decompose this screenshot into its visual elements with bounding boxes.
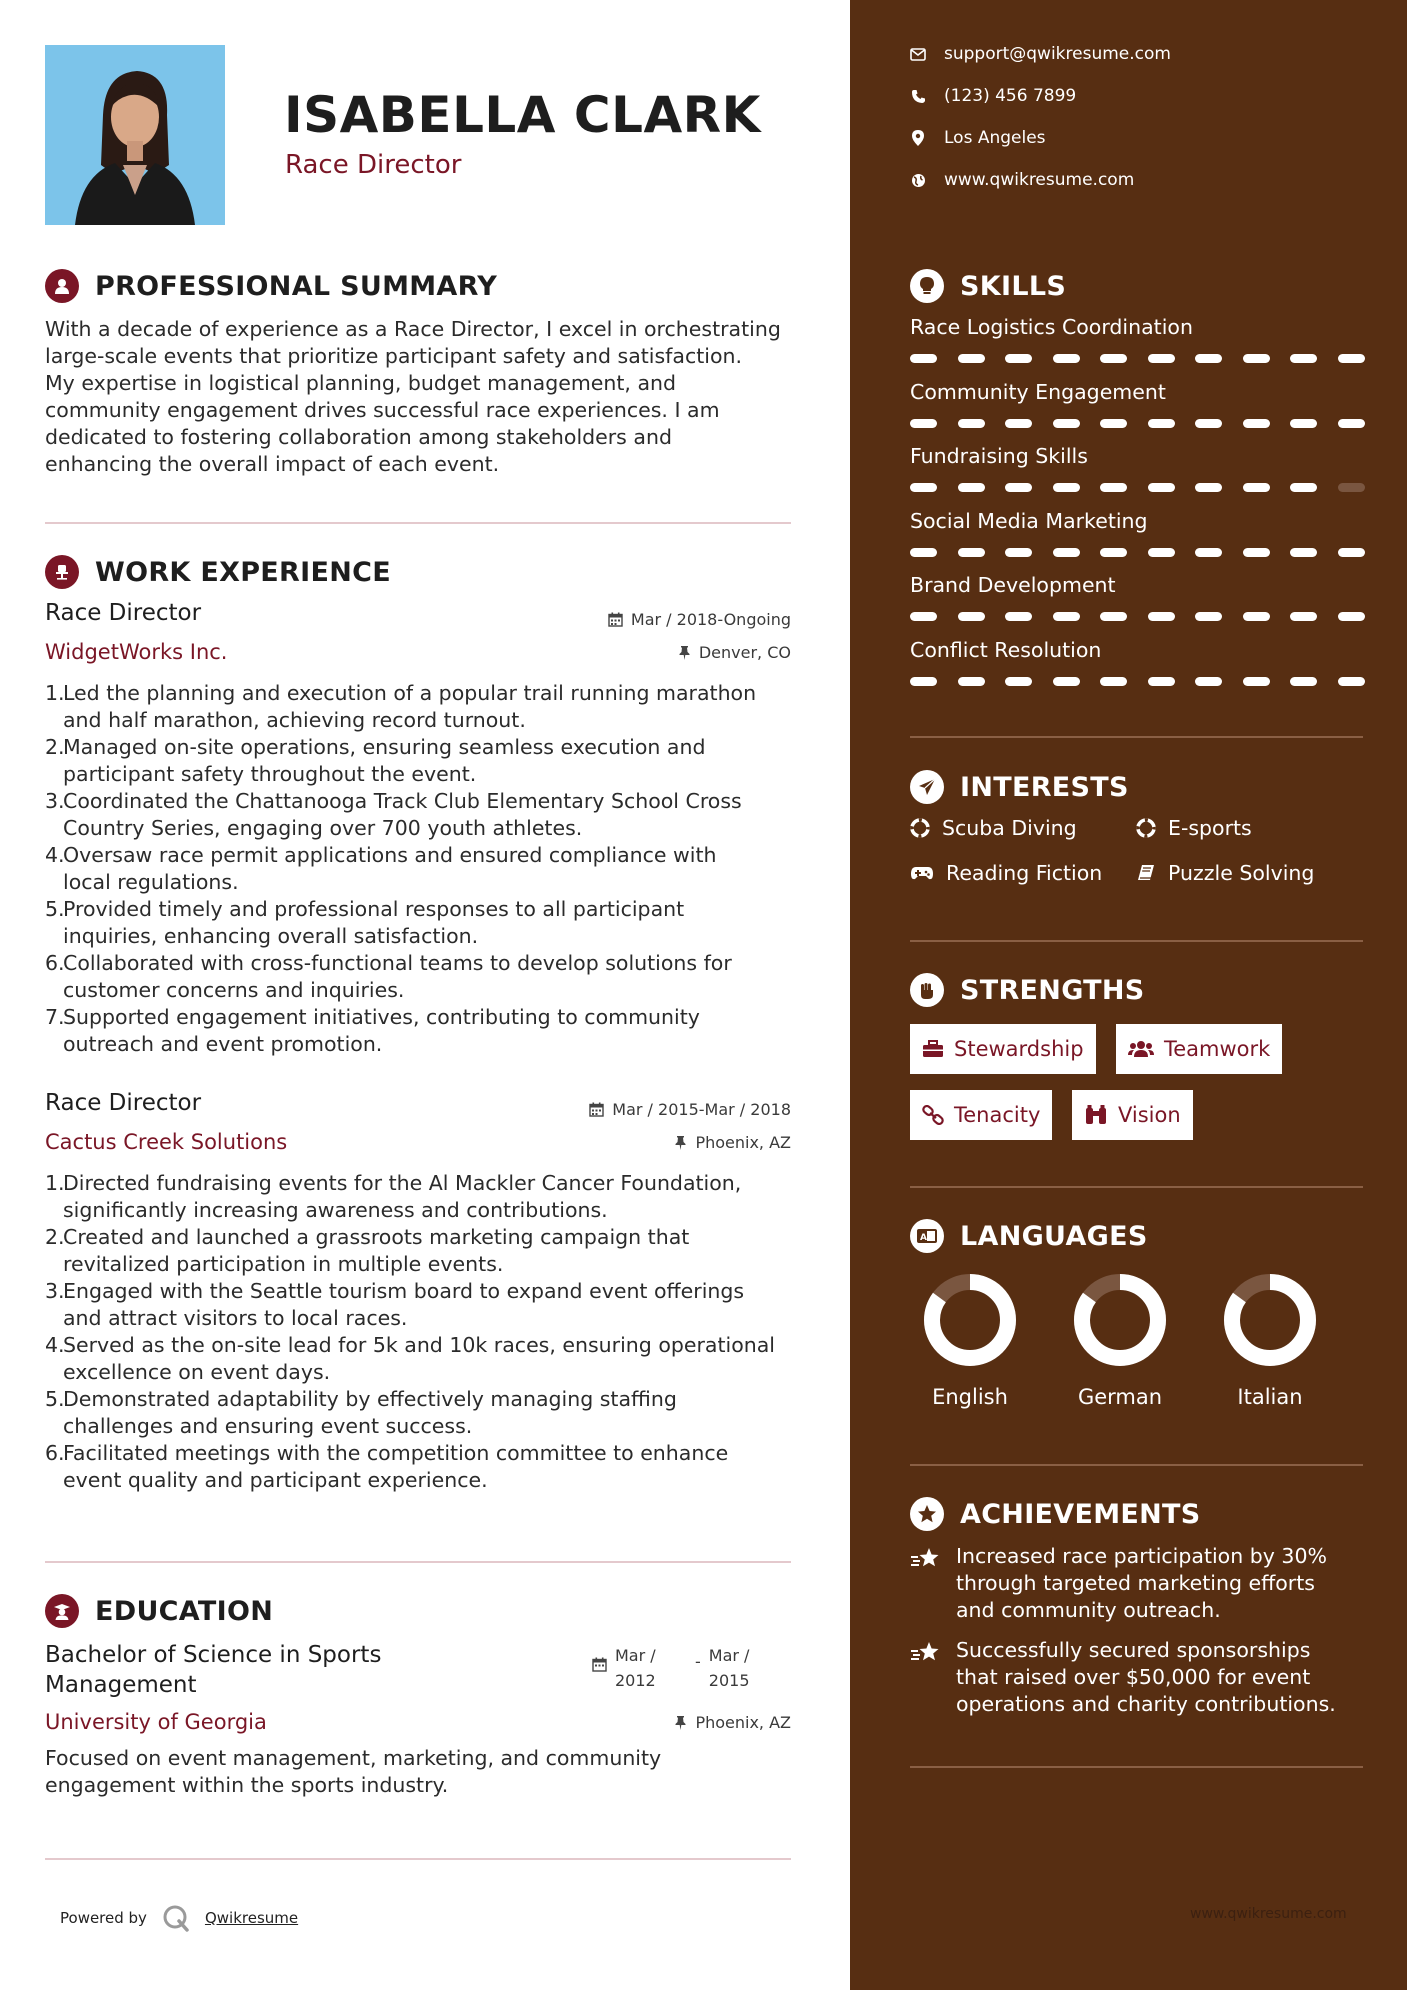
skill-segment bbox=[1100, 483, 1127, 492]
divider bbox=[910, 736, 1363, 738]
svg-text:A: A bbox=[920, 1233, 927, 1243]
skill-segment bbox=[1290, 483, 1317, 492]
interest-label: Reading Fiction bbox=[946, 861, 1103, 885]
job-responsibilities bbox=[45, 680, 795, 1058]
skill-segment bbox=[1005, 677, 1032, 686]
strength-badge bbox=[1072, 1090, 1193, 1140]
skill-segment bbox=[958, 548, 985, 557]
skill-segment bbox=[1100, 419, 1127, 428]
skill-segment bbox=[1005, 419, 1032, 428]
skill-segment bbox=[910, 612, 937, 621]
skill-segment bbox=[1053, 483, 1080, 492]
phone-text: (123) 456 7899 bbox=[944, 86, 1077, 106]
list-item: 3. Engaged with the Seattle tourism board to expand event offerings and attract visitors to local races. bbox=[45, 1279, 745, 1330]
divider bbox=[910, 1186, 1363, 1188]
skill-name: Race Logistics Coordination bbox=[910, 315, 1193, 339]
lifebuoy-icon bbox=[1136, 818, 1156, 838]
pushpin-icon bbox=[678, 645, 691, 660]
skill-level-bar bbox=[910, 612, 1365, 621]
school-name: University of Georgia bbox=[45, 1710, 267, 1734]
qwikresume-logo-icon bbox=[161, 1903, 191, 1933]
gamepad-icon bbox=[910, 865, 934, 881]
job-title: Race Director bbox=[45, 1090, 202, 1116]
powered-by bbox=[60, 1903, 298, 1933]
briefcase-icon bbox=[922, 1040, 944, 1058]
skill-segment bbox=[1148, 483, 1175, 492]
book-icon bbox=[1136, 863, 1156, 883]
lightbulb-icon bbox=[910, 269, 944, 303]
divider bbox=[45, 1561, 791, 1563]
skill-segment bbox=[1148, 612, 1175, 621]
skill-segment bbox=[1195, 612, 1222, 621]
list-item: 2. Managed on-site operations, ensuring seamless execution and participant safety throughout the event. bbox=[45, 735, 706, 786]
skill-segment bbox=[1148, 419, 1175, 428]
degree-line: Management bbox=[45, 1672, 197, 1698]
skills-title: SKILLS bbox=[960, 270, 1067, 302]
user-icon bbox=[45, 269, 79, 303]
achievement-text: Successfully secured sponsorships that raised over $50,000 for event operations and charity contributions. bbox=[956, 1638, 1336, 1716]
strengths-heading bbox=[910, 973, 1145, 1007]
summary-text bbox=[45, 316, 795, 478]
skill-segment bbox=[958, 612, 985, 621]
education-location bbox=[674, 1713, 791, 1732]
translate-icon bbox=[910, 1219, 944, 1253]
skill-name: Community Engagement bbox=[910, 379, 1166, 404]
skill-segment bbox=[1195, 483, 1222, 492]
shooting-star-icon bbox=[910, 1543, 942, 1624]
job-title: Race Director bbox=[45, 600, 202, 626]
summary-line: enhancing the overall impact of each event. bbox=[45, 452, 500, 476]
summary-line: dedicated to fostering collaboration among stakeholders and bbox=[45, 425, 672, 449]
skill-segment bbox=[1290, 419, 1317, 428]
star-badge-icon bbox=[910, 1497, 944, 1531]
list-item: 6. Facilitated meetings with the competition committee to enhance event quality and participant experience. bbox=[45, 1441, 729, 1492]
skill-segment bbox=[1148, 548, 1175, 557]
skill-segment bbox=[1053, 612, 1080, 621]
language-label: Italian bbox=[1237, 1385, 1303, 1409]
job-responsibilities bbox=[45, 1170, 795, 1494]
summary-title: PROFESSIONAL SUMMARY bbox=[95, 270, 498, 302]
skill-name: Brand Development bbox=[910, 573, 1116, 597]
skill-segment bbox=[1338, 548, 1365, 557]
qwikresume-link[interactable]: Qwikresume bbox=[204, 1909, 299, 1927]
divider bbox=[45, 522, 791, 524]
strength-label: Vision bbox=[1118, 1103, 1181, 1127]
interest-item bbox=[910, 861, 1102, 885]
skill-segment bbox=[1338, 419, 1365, 428]
skill-segment bbox=[1053, 419, 1080, 428]
skill-segment bbox=[1148, 354, 1175, 363]
website-text: www.qwikresume.com bbox=[944, 170, 1135, 190]
job-date bbox=[608, 610, 791, 629]
summary-line: community engagement drives successful race experiences. I am bbox=[45, 398, 720, 422]
skill-name: Social Media Marketing bbox=[910, 508, 1148, 533]
skill-segment bbox=[910, 354, 937, 363]
lifebuoy-icon bbox=[910, 818, 930, 838]
skill-segment bbox=[1243, 677, 1270, 686]
degree-title bbox=[45, 1640, 465, 1700]
contact-phone[interactable] bbox=[910, 86, 1076, 106]
skill-segment bbox=[1338, 677, 1365, 686]
achievement-item bbox=[910, 1543, 1350, 1624]
skill-segment bbox=[958, 419, 985, 428]
interest-item bbox=[910, 816, 1077, 840]
list-item: 5. Provided timely and professional responses to all participant inquiries, enhancing overall satisfaction. bbox=[45, 897, 685, 948]
skill-name: Conflict Resolution bbox=[910, 637, 1102, 662]
job-company: WidgetWorks Inc. bbox=[45, 640, 228, 664]
paper-plane-icon bbox=[910, 770, 944, 804]
strengths-title: STRENGTHS bbox=[960, 974, 1145, 1006]
education-description: Focused on event management, marketing, and community engagement within the sports industry. bbox=[45, 1746, 662, 1797]
skill-segment bbox=[958, 677, 985, 686]
strength-label: Tenacity bbox=[954, 1103, 1041, 1127]
skill-level-bar bbox=[910, 677, 1365, 686]
skill-segment bbox=[1005, 548, 1032, 557]
list-item: 5. Demonstrated adaptability by effectively managing staffing challenges and ensuring event success. bbox=[45, 1387, 677, 1438]
skill-level-bar bbox=[910, 483, 1365, 492]
language-ring bbox=[1220, 1270, 1320, 1374]
skill-segment bbox=[1195, 354, 1222, 363]
job-date bbox=[589, 1100, 791, 1119]
education-date bbox=[592, 1643, 750, 1693]
strength-label: Teamwork bbox=[1164, 1037, 1271, 1061]
interest-label: E-sports bbox=[1168, 816, 1252, 840]
list-item: 1. Directed fundraising events for the Al Mackler Cancer Foundation, significantly increasing awareness and contributions. bbox=[45, 1171, 742, 1222]
calendar-icon bbox=[608, 612, 623, 627]
fist-icon bbox=[910, 973, 944, 1007]
skill-segment bbox=[1290, 612, 1317, 621]
skill-segment bbox=[1100, 354, 1127, 363]
strength-label: Stewardship bbox=[954, 1037, 1084, 1061]
pushpin-icon bbox=[674, 1715, 687, 1730]
skill-segment bbox=[910, 677, 937, 686]
globe-icon bbox=[910, 172, 926, 188]
skill-segment bbox=[1053, 677, 1080, 686]
list-item: 4. Oversaw race permit applications and ensured compliance with local regulations. bbox=[45, 843, 717, 894]
link-icon bbox=[922, 1105, 944, 1125]
skill-level-bar bbox=[910, 548, 1365, 557]
interests-heading bbox=[910, 770, 1129, 804]
summary-line: My expertise in logistical planning, budget management, and bbox=[45, 371, 677, 395]
skill-segment bbox=[1290, 354, 1317, 363]
skill-segment bbox=[1195, 548, 1222, 557]
achievements-heading bbox=[910, 1497, 1201, 1531]
job-date-text: Mar / 2018-Ongoing bbox=[630, 610, 791, 629]
pushpin-icon bbox=[674, 1135, 687, 1150]
education-location-text: Phoenix, AZ bbox=[695, 1713, 791, 1732]
skill-segment bbox=[958, 354, 985, 363]
skill-segment bbox=[1243, 483, 1270, 492]
list-item: 1. Led the planning and execution of a popular trail running marathon and half marathon, achieving record turnout. bbox=[45, 681, 757, 732]
envelope-icon bbox=[910, 46, 926, 62]
users-icon bbox=[1128, 1040, 1154, 1058]
skills-heading bbox=[910, 269, 1066, 303]
work-heading bbox=[45, 555, 391, 589]
list-item: 4. Served as the on-site lead for 5k and 10k races, ensuring operational excellence on event days. bbox=[45, 1333, 776, 1384]
job-location-text: Denver, CO bbox=[698, 643, 791, 662]
skill-segment bbox=[1290, 548, 1317, 557]
education-title: EDUCATION bbox=[95, 1595, 274, 1627]
language-ring bbox=[1070, 1270, 1170, 1374]
skill-segment bbox=[958, 483, 985, 492]
skill-segment bbox=[1338, 354, 1365, 363]
divider bbox=[45, 1858, 791, 1860]
interest-label: Scuba Diving bbox=[942, 816, 1077, 840]
languages-title: LANGUAGES bbox=[960, 1220, 1148, 1252]
skill-segment bbox=[1338, 483, 1365, 492]
education-heading bbox=[45, 1594, 273, 1628]
interest-item bbox=[1136, 861, 1314, 885]
skill-segment bbox=[1290, 677, 1317, 686]
skill-segment bbox=[1195, 419, 1222, 428]
date-separator: - bbox=[695, 1652, 701, 1671]
achievements-title: ACHIEVEMENTS bbox=[960, 1498, 1201, 1530]
strength-badge bbox=[1116, 1024, 1282, 1074]
skill-segment bbox=[1100, 612, 1127, 621]
divider bbox=[910, 940, 1363, 942]
interest-label: Puzzle Solving bbox=[1168, 861, 1315, 885]
chair-icon bbox=[45, 555, 79, 589]
contact-location bbox=[910, 128, 1046, 148]
strength-badge bbox=[910, 1090, 1052, 1140]
divider bbox=[910, 1464, 1363, 1466]
work-title: WORK EXPERIENCE bbox=[95, 556, 391, 588]
candidate-name: ISABELLA CLARK bbox=[284, 86, 761, 144]
calendar-icon bbox=[592, 1657, 607, 1672]
contact-email[interactable] bbox=[910, 44, 1171, 64]
location-text: Los Angeles bbox=[944, 128, 1046, 148]
skill-segment bbox=[1053, 548, 1080, 557]
skill-segment bbox=[1338, 612, 1365, 621]
skill-level-bar bbox=[910, 354, 1365, 363]
job-location bbox=[674, 1133, 791, 1152]
email-text: support@qwikresume.com bbox=[944, 44, 1171, 64]
skill-segment bbox=[1005, 354, 1032, 363]
skill-segment bbox=[1243, 548, 1270, 557]
footer-url[interactable]: www.qwikresume.com bbox=[1190, 1906, 1347, 1922]
profile-photo bbox=[45, 45, 225, 225]
graduate-icon bbox=[45, 1594, 79, 1628]
interest-item bbox=[1136, 816, 1252, 840]
skill-name: Fundraising Skills bbox=[910, 444, 1088, 468]
skill-segment bbox=[1053, 354, 1080, 363]
skill-segment bbox=[1243, 612, 1270, 621]
list-item: 2. Created and launched a grassroots marketing campaign that revitalized participation in multiple events. bbox=[45, 1225, 690, 1276]
skill-segment bbox=[1195, 677, 1222, 686]
job-location-text: Phoenix, AZ bbox=[695, 1133, 791, 1152]
powered-by-label: Powered by bbox=[60, 1909, 147, 1927]
summary-heading bbox=[45, 269, 497, 303]
education-end: Mar / 2015 bbox=[708, 1646, 750, 1690]
summary-line: With a decade of experience as a Race Director, I excel in orchestrating bbox=[45, 317, 781, 341]
skill-segment bbox=[1100, 548, 1127, 557]
skill-segment bbox=[1243, 354, 1270, 363]
binoculars-icon bbox=[1084, 1105, 1108, 1125]
contact-website[interactable] bbox=[910, 170, 1134, 190]
skill-segment bbox=[910, 548, 937, 557]
summary-line: large-scale events that prioritize participant safety and satisfaction. bbox=[45, 344, 742, 368]
list-item: 7. Supported engagement initiatives, contributing to community outreach and event promotion. bbox=[45, 1005, 700, 1056]
achievement-item bbox=[910, 1637, 1350, 1718]
strength-badge bbox=[910, 1024, 1096, 1074]
skill-level-bar bbox=[910, 419, 1365, 428]
language-label: English bbox=[932, 1385, 1008, 1409]
skill-segment bbox=[1148, 677, 1175, 686]
skill-segment bbox=[1005, 612, 1032, 621]
candidate-role: Race Director bbox=[285, 150, 462, 180]
skill-segment bbox=[910, 483, 937, 492]
skill-segment bbox=[1005, 483, 1032, 492]
list-item: 6. Collaborated with cross-functional teams to develop solutions for customer concerns and inquiries. bbox=[45, 951, 732, 1002]
divider bbox=[910, 1766, 1363, 1768]
calendar-icon bbox=[589, 1102, 604, 1117]
interests-title: INTERESTS bbox=[960, 771, 1129, 803]
language-ring bbox=[920, 1270, 1020, 1374]
phone-icon bbox=[910, 88, 926, 104]
job-date-text: Mar / 2015-Mar / 2018 bbox=[612, 1100, 791, 1119]
language-label: German bbox=[1077, 1385, 1163, 1409]
education-start: Mar / 2012 bbox=[615, 1646, 656, 1690]
languages-heading bbox=[910, 1219, 1148, 1253]
skill-segment bbox=[1243, 419, 1270, 428]
shooting-star-icon bbox=[910, 1637, 942, 1718]
location-pin-icon bbox=[910, 130, 926, 146]
job-location bbox=[678, 643, 791, 662]
job-company: Cactus Creek Solutions bbox=[45, 1130, 288, 1154]
degree-line: Bachelor of Science in Sports bbox=[45, 1642, 382, 1668]
list-item: 3. Coordinated the Chattanooga Track Club Elementary School Cross Country Series, engaging over 700 youth athletes. bbox=[45, 789, 742, 840]
achievement-text: Increased race participation by 30% through targeted marketing efforts and community outreach. bbox=[956, 1544, 1327, 1622]
skill-segment bbox=[910, 419, 937, 428]
skill-segment bbox=[1100, 677, 1127, 686]
